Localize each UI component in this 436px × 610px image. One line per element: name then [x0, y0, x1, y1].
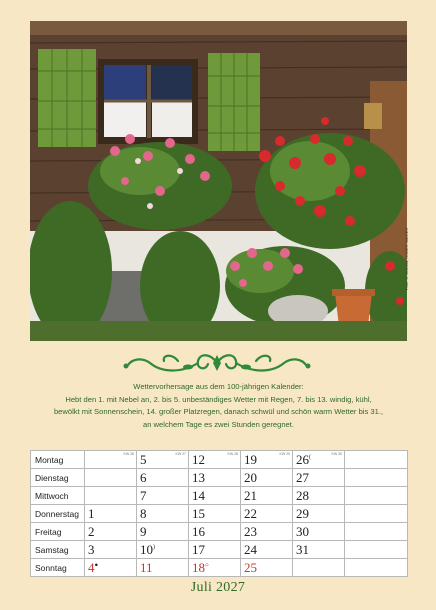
date-number: 13: [192, 469, 205, 485]
date-number: 4: [88, 559, 95, 575]
date-cell: [241, 523, 293, 541]
date-cell: [345, 541, 408, 559]
date-number: 21: [244, 487, 257, 503]
date-cell: [293, 559, 345, 577]
date-cell: [241, 451, 293, 469]
calendar-row: [31, 469, 408, 487]
date-cell: [189, 487, 241, 505]
date-cell: [189, 523, 241, 541]
date-number: 3: [88, 541, 95, 557]
photo-credit: Foto: S. Meinold, HUBER IMAGES: [404, 227, 409, 290]
date-number: 20: [244, 469, 257, 485]
date-cell: [137, 505, 189, 523]
date-cell: [189, 451, 241, 469]
date-number: 25: [244, 559, 257, 575]
date-number: 31: [296, 541, 309, 557]
date-cell: [241, 505, 293, 523]
date-cell: [189, 541, 241, 559]
date-cell: [345, 451, 408, 469]
date-cell: [345, 469, 408, 487]
calendar-photo: [30, 21, 407, 341]
date-cell: [345, 559, 408, 577]
weather-line: Wettervorhersage aus dem 100-jährigen Kalender:: [133, 382, 304, 391]
calendar-row: [31, 523, 408, 541]
moon-phase-icon: ): [153, 544, 155, 551]
date-cell: [241, 559, 293, 577]
weekday-label: Sonntag: [31, 559, 85, 577]
date-number: 30: [296, 523, 309, 539]
date-number: 8: [140, 505, 147, 521]
date-number: 16: [192, 523, 205, 539]
date-number: 19: [244, 451, 257, 467]
date-cell: [85, 505, 137, 523]
calendar-row: [31, 487, 408, 505]
date-cell: [293, 451, 345, 469]
date-number: 24: [244, 541, 257, 557]
date-cell: [293, 505, 345, 523]
calendar-row: [31, 505, 408, 523]
date-number: 22: [244, 505, 257, 521]
weekday-label: Montag: [31, 451, 85, 469]
week-number: KW 27: [175, 452, 186, 456]
decorative-ornament-icon: [122, 351, 312, 375]
chalet-geranium-illustration: [30, 21, 407, 341]
date-cell: [137, 559, 189, 577]
weather-forecast: [30, 381, 407, 431]
date-number: 11: [140, 559, 153, 575]
date-number: 7: [140, 487, 147, 503]
date-cell: [345, 523, 408, 541]
weather-line: bewölkt mit Sonnenschein, 14. großer Platzregen, danach schwül und schön warm Wetter bis 31.,: [53, 407, 384, 416]
date-number: 9: [140, 523, 147, 539]
date-number: 17: [192, 541, 205, 557]
weather-line: Hebt den 1. mit Nebel an, 2. bis 5. unbeständiges Wetter mit Regen, 7. bis 13. windig, kühl,: [65, 394, 372, 404]
week-number: KW 28: [227, 452, 238, 456]
date-cell: [137, 469, 189, 487]
date-cell: [293, 541, 345, 559]
date-number: 12: [192, 451, 205, 467]
calendar-grid: [30, 450, 408, 577]
date-cell: [85, 559, 137, 577]
date-cell: [345, 505, 408, 523]
date-number: 18: [192, 559, 205, 575]
moon-phase-icon: (: [309, 454, 311, 461]
calendar-row: [31, 451, 408, 469]
date-cell: [345, 487, 408, 505]
moon-phase-icon: ○: [205, 562, 209, 569]
date-cell: [241, 487, 293, 505]
date-cell: [189, 505, 241, 523]
moon-phase-icon: ●: [94, 562, 99, 569]
weekday-label: Samstag: [31, 541, 85, 559]
date-number: 2: [88, 523, 95, 539]
date-cell: [189, 469, 241, 487]
date-cell: [189, 559, 241, 577]
date-number: 15: [192, 505, 205, 521]
date-number: 27: [296, 469, 309, 485]
date-number: 5: [140, 451, 147, 467]
date-cell: [137, 451, 189, 469]
week-number: KW 26: [123, 452, 134, 456]
date-cell: [85, 487, 137, 505]
date-cell: [293, 469, 345, 487]
date-number: 14: [192, 487, 205, 503]
date-number: 23: [244, 523, 257, 539]
date-cell: [293, 523, 345, 541]
weather-line: an welchem Tage es zwei Stunden geregnet.: [143, 419, 294, 429]
date-cell: [85, 523, 137, 541]
weekday-label: Freitag: [31, 523, 85, 541]
date-cell: [85, 451, 137, 469]
week-number: KW 29: [279, 452, 290, 456]
weekday-label: Dienstag: [31, 469, 85, 487]
weekday-label: Donnerstag: [31, 505, 85, 523]
date-cell: [137, 523, 189, 541]
date-cell: [241, 541, 293, 559]
date-number: 6: [140, 469, 147, 485]
date-cell: [85, 541, 137, 559]
month-title: Juli 2027: [190, 580, 246, 595]
date-cell: [241, 469, 293, 487]
date-number: 28: [296, 487, 309, 503]
date-cell: [85, 469, 137, 487]
date-number: 26: [296, 451, 309, 467]
weekday-label: Mittwoch: [31, 487, 85, 505]
calendar-row: [31, 559, 408, 577]
date-number: 29: [296, 505, 309, 521]
date-cell: [137, 541, 189, 559]
date-number: 1: [88, 505, 95, 521]
date-cell: [137, 487, 189, 505]
calendar-row: [31, 541, 408, 559]
week-number: KW 30: [331, 452, 342, 456]
date-number: 10: [140, 541, 153, 557]
date-cell: [293, 487, 345, 505]
